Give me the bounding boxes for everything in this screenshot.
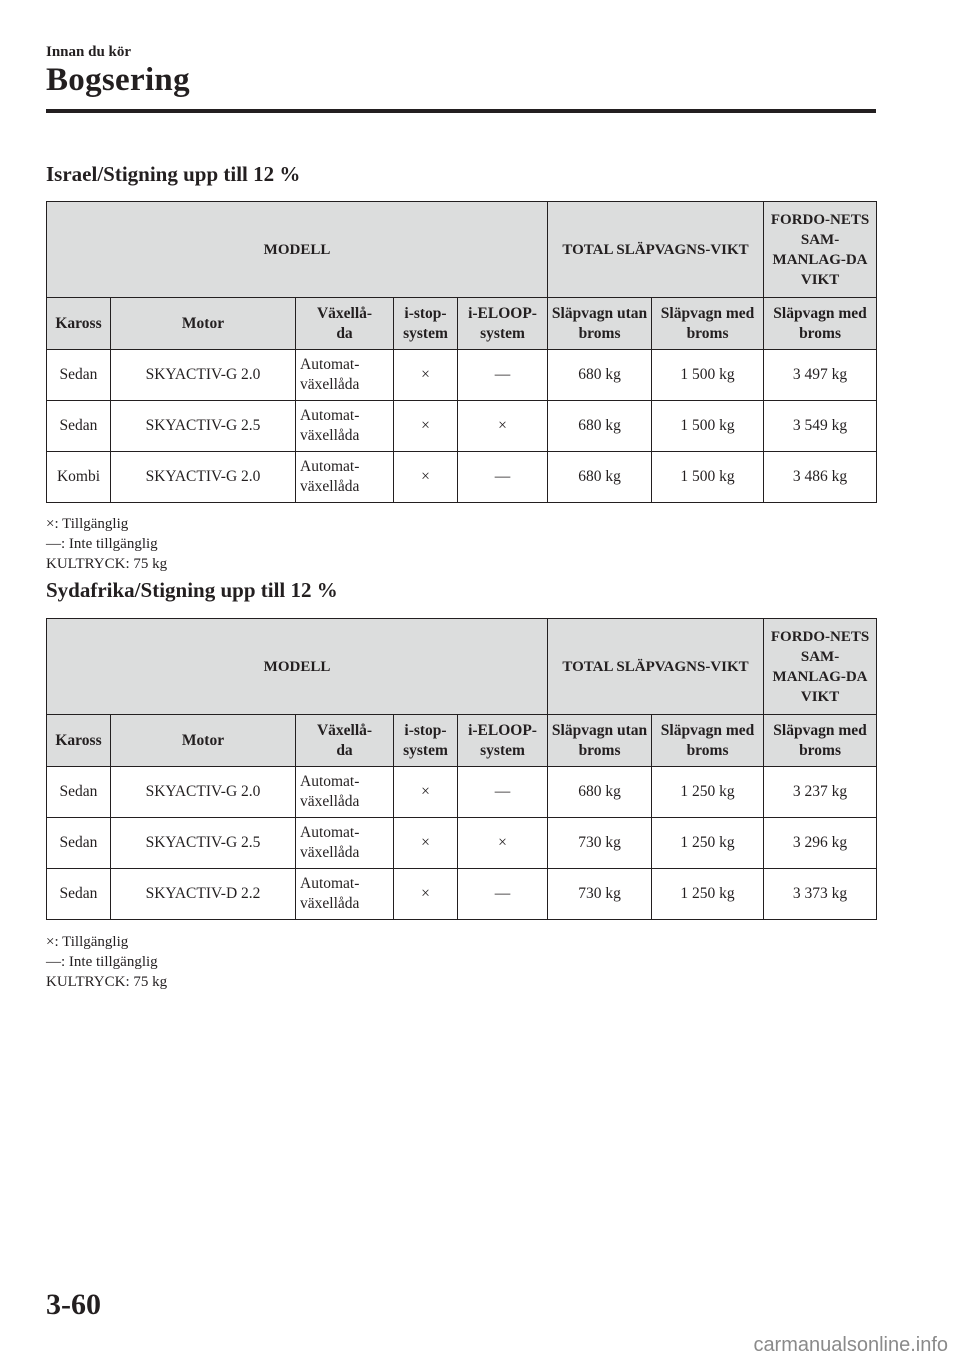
cell-ieloop: — [458, 767, 548, 818]
watermark: carmanualsonline.info [753, 1334, 948, 1356]
towing-table-israel [46, 201, 877, 503]
col-header-combined: Släpvagn med broms [764, 298, 877, 350]
legend-ball-load: KULTRYCK: 75 kg [46, 974, 168, 990]
col-header-unbraked: Släpvagn utan broms [548, 715, 652, 767]
table-row [47, 401, 877, 452]
group-header-model: MODELL [47, 619, 548, 715]
cell-ieloop: × [458, 401, 548, 452]
table-row [47, 452, 877, 503]
legend-notes-south-africa [46, 932, 167, 992]
cell-engine: SKYACTIV-G 2.5 [111, 401, 296, 452]
cell-body: Sedan [47, 401, 111, 452]
page-number: 3-60 [46, 1288, 101, 1321]
cell-engine: SKYACTIV-G 2.0 [111, 767, 296, 818]
col-header-braked: Släpvagn med broms [652, 715, 764, 767]
col-header-body: Kaross [47, 715, 111, 767]
cell-istop: × [394, 818, 458, 869]
cell-combined: 3 296 kg [764, 818, 877, 869]
cell-unbraked: 730 kg [548, 869, 652, 920]
col-header-engine: Motor [111, 715, 296, 767]
cell-body: Kombi [47, 452, 111, 503]
col-header-body: Kaross [47, 298, 111, 350]
cell-combined: 3 237 kg [764, 767, 877, 818]
legend-notes-israel [46, 514, 167, 574]
cell-combined: 3 497 kg [764, 350, 877, 401]
group-header-combined-weight: FORDO-NETS SAM-MANLAG-DA VIKT [764, 619, 877, 715]
cell-combined: 3 486 kg [764, 452, 877, 503]
cell-istop: × [394, 401, 458, 452]
cell-engine: SKYACTIV-G 2.0 [111, 452, 296, 503]
cell-gearbox: Automat-växellåda [296, 767, 394, 818]
table-title-south-africa: Sydafrika/Stigning upp till 12 % [46, 578, 338, 602]
col-header-ieloop: i-ELOOP-system [458, 715, 548, 767]
page-title: Bogsering [46, 62, 190, 98]
group-header-combined-weight: FORDO-NETS SAM-MANLAG-DA VIKT [764, 202, 877, 298]
col-header-gearbox: Växellå-da [296, 715, 394, 767]
cell-gearbox: Automat-växellåda [296, 401, 394, 452]
header-rule [46, 109, 876, 113]
cell-braked: 1 250 kg [652, 869, 764, 920]
cell-istop: × [394, 869, 458, 920]
towing-table-south-africa [46, 618, 877, 920]
section-label: Innan du kör [46, 44, 132, 60]
cell-braked: 1 250 kg [652, 818, 764, 869]
legend-unavailable: —: Inte tillgänglig [46, 536, 158, 552]
cell-gearbox: Automat-växellåda [296, 869, 394, 920]
cell-braked: 1 500 kg [652, 452, 764, 503]
legend-available: ×: Tillgänglig [46, 934, 129, 950]
cell-istop: × [394, 452, 458, 503]
col-header-braked: Släpvagn med broms [652, 298, 764, 350]
cell-engine: SKYACTIV-D 2.2 [111, 869, 296, 920]
cell-istop: × [394, 767, 458, 818]
cell-unbraked: 680 kg [548, 350, 652, 401]
col-header-istop: i-stop-system [394, 298, 458, 350]
cell-gearbox: Automat-växellåda [296, 452, 394, 503]
table-row [47, 818, 877, 869]
cell-ieloop: — [458, 452, 548, 503]
legend-ball-load: KULTRYCK: 75 kg [46, 556, 168, 572]
col-header-ieloop: i-ELOOP-system [458, 298, 548, 350]
col-header-engine: Motor [111, 298, 296, 350]
cell-istop: × [394, 350, 458, 401]
legend-available: ×: Tillgänglig [46, 516, 129, 532]
cell-ieloop: × [458, 818, 548, 869]
cell-engine: SKYACTIV-G 2.0 [111, 350, 296, 401]
cell-body: Sedan [47, 869, 111, 920]
cell-unbraked: 680 kg [548, 401, 652, 452]
cell-body: Sedan [47, 350, 111, 401]
cell-engine: SKYACTIV-G 2.5 [111, 818, 296, 869]
cell-ieloop: — [458, 350, 548, 401]
cell-gearbox: Automat-växellåda [296, 350, 394, 401]
cell-unbraked: 680 kg [548, 452, 652, 503]
cell-combined: 3 373 kg [764, 869, 877, 920]
cell-braked: 1 500 kg [652, 350, 764, 401]
cell-braked: 1 500 kg [652, 401, 764, 452]
cell-unbraked: 680 kg [548, 767, 652, 818]
group-header-trailer-weight: TOTAL SLÄPVAGNS-VIKT [548, 619, 764, 715]
table-row [47, 767, 877, 818]
cell-gearbox: Automat-växellåda [296, 818, 394, 869]
cell-body: Sedan [47, 767, 111, 818]
cell-braked: 1 250 kg [652, 767, 764, 818]
group-header-model: MODELL [47, 202, 548, 298]
legend-unavailable: —: Inte tillgänglig [46, 954, 158, 970]
col-header-unbraked: Släpvagn utan broms [548, 298, 652, 350]
table-row [47, 869, 877, 920]
col-header-gearbox: Växellå-da [296, 298, 394, 350]
cell-ieloop: — [458, 869, 548, 920]
cell-combined: 3 549 kg [764, 401, 877, 452]
table-title-israel: Israel/Stigning upp till 12 % [46, 162, 301, 186]
col-header-combined: Släpvagn med broms [764, 715, 877, 767]
cell-body: Sedan [47, 818, 111, 869]
table-row [47, 350, 877, 401]
col-header-istop: i-stop-system [394, 715, 458, 767]
group-header-trailer-weight: TOTAL SLÄPVAGNS-VIKT [548, 202, 764, 298]
cell-unbraked: 730 kg [548, 818, 652, 869]
